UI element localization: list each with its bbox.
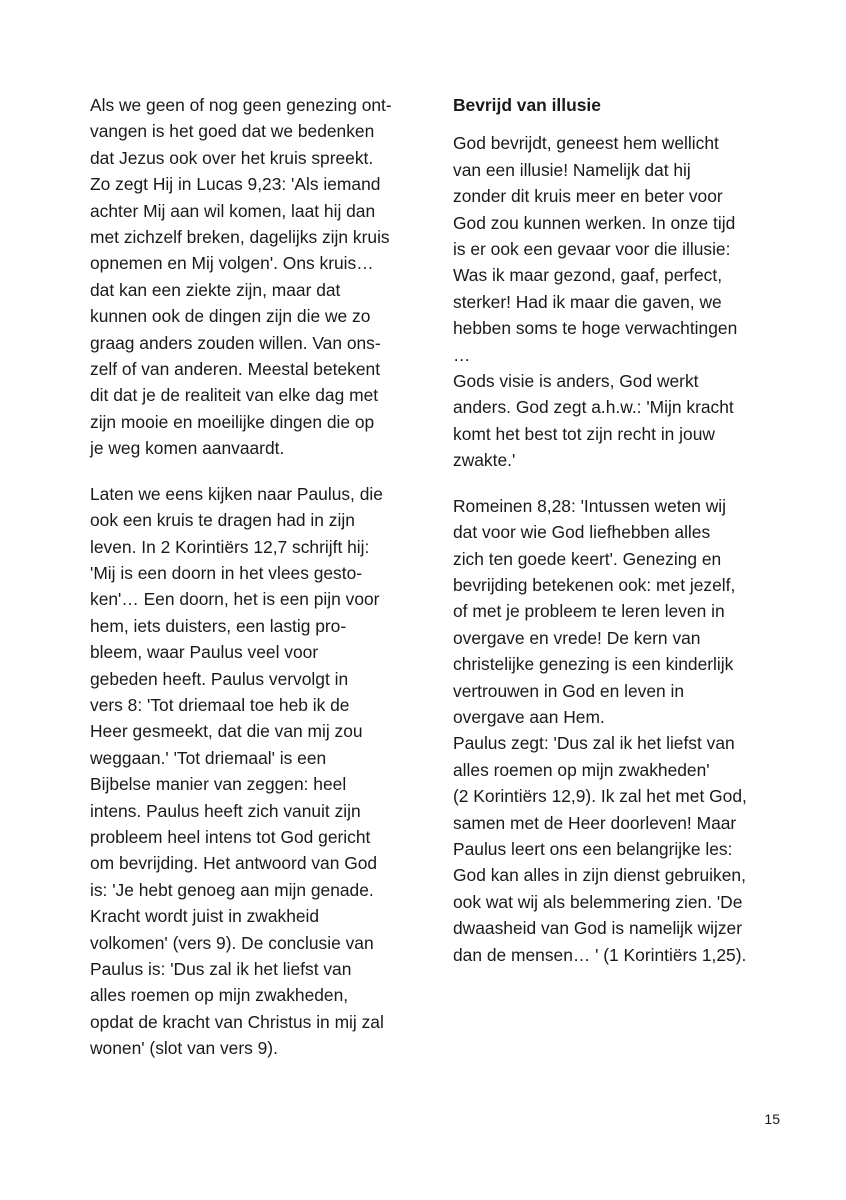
text-line: …: [453, 344, 471, 365]
page-number: 15: [764, 1111, 780, 1127]
text-line: hem, iets duisters, een lastig pro-: [90, 615, 347, 636]
text-line: Gods visie is anders, God werkt: [453, 371, 699, 392]
text-line: vers 8: 'Tot driemaal toe heb ik de: [90, 694, 350, 715]
left-column: [90, 92, 435, 1062]
text-line: God zou kunnen werken. In onze tijd: [453, 212, 736, 233]
text-line: bevrijding betekenen ook: met jezelf,: [453, 574, 736, 595]
text-line: kunnen ook de dingen zijn die we zo: [90, 306, 371, 327]
text-line: Was ik maar gezond, gaaf, perfect,: [453, 265, 723, 286]
text-line: dat kan een ziekte zijn, maar dat: [90, 279, 341, 300]
text-line: Paulus zegt: 'Dus zal ik het liefst van: [453, 733, 735, 754]
text-line: overgave en vrede! De kern van: [453, 627, 701, 648]
text-line: (2 Korintiërs 12,9). Ik zal het met God,: [453, 786, 747, 807]
text-line: 'Mij is een doorn in het vlees gesto-: [90, 562, 363, 583]
paragraph: [453, 493, 798, 968]
text-line: leven. In 2 Korintiërs 12,7 schrijft hij:: [90, 536, 370, 557]
text-line: je weg komen aanvaardt.: [90, 438, 285, 459]
text-line: is: 'Je hebt genoeg aan mijn genade.: [90, 879, 374, 900]
text-line: Romeinen 8,28: 'Intussen weten wij: [453, 495, 727, 516]
text-line: ook een kruis te dragen had in zijn: [90, 510, 355, 531]
text-line: zwakte.': [453, 450, 516, 471]
text-line: Paulus is: 'Dus zal ik het liefst van: [90, 959, 352, 979]
paragraph: [453, 130, 798, 473]
heading-spacer: [453, 118, 798, 130]
text-line: Heer gesmeekt, dat die van mij zou: [90, 721, 363, 742]
text-line: om bevrijding. Het antwoord van God: [90, 853, 378, 874]
text-line: hebben soms te hoge verwachtingen: [453, 318, 738, 339]
text-line: is er ook een gevaar voor die illusie:: [453, 239, 731, 260]
text-line: graag anders zouden willen. Van ons-: [90, 332, 381, 353]
text-line: zijn mooie en moeilijke dingen die op: [90, 411, 375, 432]
text-line: intens. Paulus heeft zich vanuit zijn: [90, 800, 361, 821]
text-line: zelf of van anderen. Meestal betekent: [90, 359, 381, 380]
text-line: opnemen en Mij volgen'. Ons kruis…: [90, 253, 374, 274]
text-line: anders. God zegt a.h.w.: 'Mijn kracht: [453, 397, 734, 418]
section-heading: Bevrijd van illusie: [453, 95, 601, 115]
text-line: alles roemen op mijn zwakheden': [453, 759, 710, 780]
text-line: Bijbelse manier van zeggen: heel: [90, 774, 347, 795]
text-line: van een illusie! Namelijk dat hij: [453, 159, 691, 180]
text-line: gebeden heeft. Paulus vervolgt in: [90, 668, 349, 689]
text-line: bleem, waar Paulus veel voor: [90, 642, 319, 663]
text-line: komt het best tot zijn recht in jouw: [453, 423, 715, 444]
text-line: opdat de kracht van Christus in mij zal: [90, 1011, 384, 1032]
right-column: [453, 92, 798, 968]
text-line: probleem heel intens tot God gericht: [90, 826, 371, 847]
text-line: zich ten goede keert'. Genezing en: [453, 548, 722, 569]
text-line: alles roemen op mijn zwakheden,: [90, 985, 349, 1006]
text-line: vangen is het goed dat we bedenken: [90, 121, 375, 142]
text-line: Als we geen of nog geen genezing ont-: [90, 95, 392, 115]
text-line: ook wat wij als belemmering zien. 'De: [453, 891, 743, 912]
text-line: vertrouwen in God en leven in: [453, 680, 685, 701]
text-line: weggaan.' 'Tot driemaal' is een: [90, 747, 327, 768]
text-line: zonder dit kruis meer en beter voor: [453, 186, 723, 207]
text-line: God kan alles in zijn dienst gebruiken,: [453, 865, 746, 886]
text-line: volkomen' (vers 9). De conclusie van: [90, 932, 374, 953]
text-line: dwaasheid van God is namelijk wijzer: [453, 918, 743, 939]
text-line: dan de mensen… ' (1 Korintiërs 1,25).: [453, 944, 747, 965]
text-line: dat Jezus ook over het kruis spreekt.: [90, 147, 374, 168]
text-line: Kracht wordt juist in zwakheid: [90, 906, 320, 927]
text-line: dit dat je de realiteit van elke dag met: [90, 385, 379, 406]
text-line: met zichzelf breken, dagelijks zijn kruis: [90, 227, 390, 248]
text-line: achter Mij aan wil komen, laat hij dan: [90, 200, 376, 221]
text-line: ken'… Een doorn, het is een pijn voor: [90, 589, 380, 610]
text-line: overgave aan Hem.: [453, 706, 605, 727]
text-line: dat voor wie God liefhebben alles: [453, 522, 711, 543]
text-line: sterker! Had ik maar die gaven, we: [453, 291, 722, 312]
text-line: of met je probleem te leren leven in: [453, 601, 725, 622]
text-line: God bevrijdt, geneest hem wellicht: [453, 133, 719, 154]
paragraph-spacer: [90, 462, 435, 481]
paragraph-spacer: [453, 474, 798, 493]
text-line: wonen' (slot van vers 9).: [90, 1038, 278, 1059]
paragraph: [90, 481, 435, 1062]
text-line: christelijke genezing is een kinderlijk: [453, 654, 734, 675]
paragraph: [90, 92, 435, 462]
text-line: Laten we eens kijken naar Paulus, die: [90, 483, 383, 504]
text-line: Paulus leert ons een belangrijke les:: [453, 838, 733, 859]
text-line: samen met de Heer doorleven! Maar: [453, 812, 737, 833]
text-line: Zo zegt Hij in Lucas 9,23: 'Als iemand: [90, 174, 381, 195]
